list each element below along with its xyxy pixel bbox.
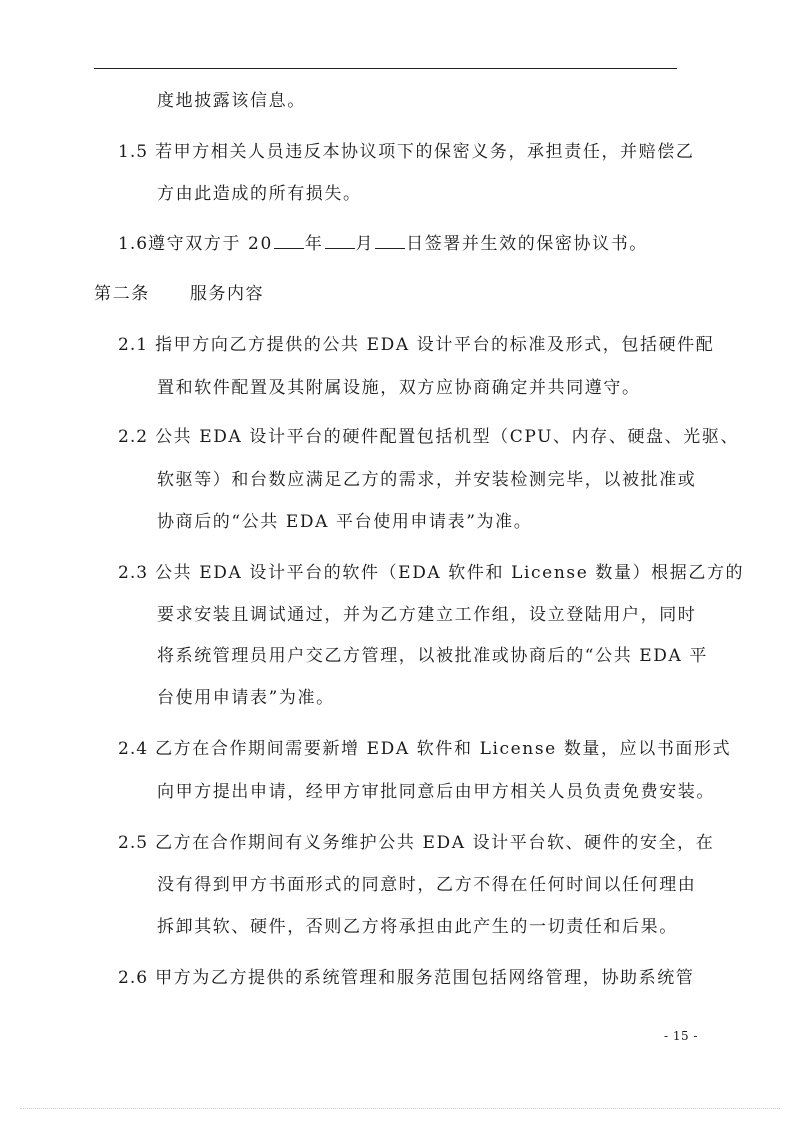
fill-blank [375, 232, 405, 249]
clause-number: 2.2 [118, 427, 149, 447]
clause-number: 2.3 [118, 563, 149, 583]
text-line: 将系统管理员用户交乙方管理，以被批准或协商后的“公共 EDA 平 [157, 646, 709, 666]
fill-blank [274, 232, 304, 249]
text-line: 要求安装且调试通过，并为乙方建立工作组，设立登陆用户，同时 [157, 605, 697, 625]
clause-2-6 [118, 967, 694, 989]
clause-text: 公共 EDA 设计平台的硬件配置包括机型（CPU、内存、硬盘、光驱、 [155, 427, 740, 447]
section-heading [94, 283, 264, 305]
text-line: 方由此造成的所有损失。 [157, 184, 362, 204]
clause-2-2 [118, 426, 739, 448]
text-line: 协商后的“公共 EDA 平台使用申请表”为准。 [157, 512, 533, 532]
article-title: 服务内容 [189, 284, 265, 304]
text-line: 置和软件配置及其附属设施，双方应协商确定并共同遵守。 [157, 378, 641, 398]
clause-2-3 [118, 562, 744, 584]
clause-number: 1.5 [118, 142, 149, 162]
page-number: - 15 - [664, 1029, 699, 1043]
clause-text: 乙方在合作期间需要新增 EDA 软件和 License 数量，应以书面形式 [155, 739, 732, 759]
scan-edge-artifact [20, 1108, 780, 1109]
text-line: 台使用申请表”为准。 [157, 688, 335, 708]
clause-1-6 [118, 232, 648, 255]
clause-text: 年 [304, 234, 324, 254]
clause-2-1 [118, 334, 714, 356]
clause-text: 若甲方相关人员违反本协议项下的保密义务，承担责任，并赔偿乙 [155, 142, 695, 162]
text-line: 向甲方提出申请，经甲方审批同意后由甲方相关人员负责免费安装。 [157, 782, 715, 802]
clause-text: 日签署并生效的保密协议书。 [406, 234, 648, 254]
text-line: 软驱等）和台数应满足乙方的需求，并安装检测完毕，以被批准或 [157, 470, 697, 490]
clause-text: 甲方为乙方提供的系统管理和服务范围包括网络管理，协助系统管 [155, 968, 695, 988]
header-rule [94, 68, 677, 69]
clause-text: 公共 EDA 设计平台的软件（EDA 软件和 License 数量）根据乙方的 [155, 563, 745, 583]
text-line: 度地披露该信息。 [157, 91, 306, 111]
clause-number: 2.6 [118, 968, 149, 988]
clause-2-4 [118, 738, 731, 760]
clause-text: 乙方在合作期间有义务维护公共 EDA 设计平台软、硬件的安全，在 [155, 833, 715, 853]
text-line: 没有得到甲方书面形式的同意时，乙方不得在任何时间以任何理由 [157, 875, 697, 895]
clause-number: 1.6 [118, 234, 149, 254]
article-number: 第二条 [94, 284, 150, 304]
clause-number: 2.1 [118, 335, 149, 355]
clause-2-5 [118, 832, 714, 854]
clause-text: 月 [355, 234, 375, 254]
text-line: 拆卸其软、硬件，否则乙方将承担由此产生的一切责任和后果。 [157, 917, 678, 937]
clause-text: 遵守双方于 20 [148, 234, 273, 254]
clause-text: 指甲方向乙方提供的公共 EDA 设计平台的标准及形式，包括硬件配 [155, 335, 715, 355]
clause-number: 2.4 [118, 739, 149, 759]
clause-1-5 [118, 141, 694, 163]
fill-blank [325, 232, 355, 249]
clause-number: 2.5 [118, 833, 149, 853]
